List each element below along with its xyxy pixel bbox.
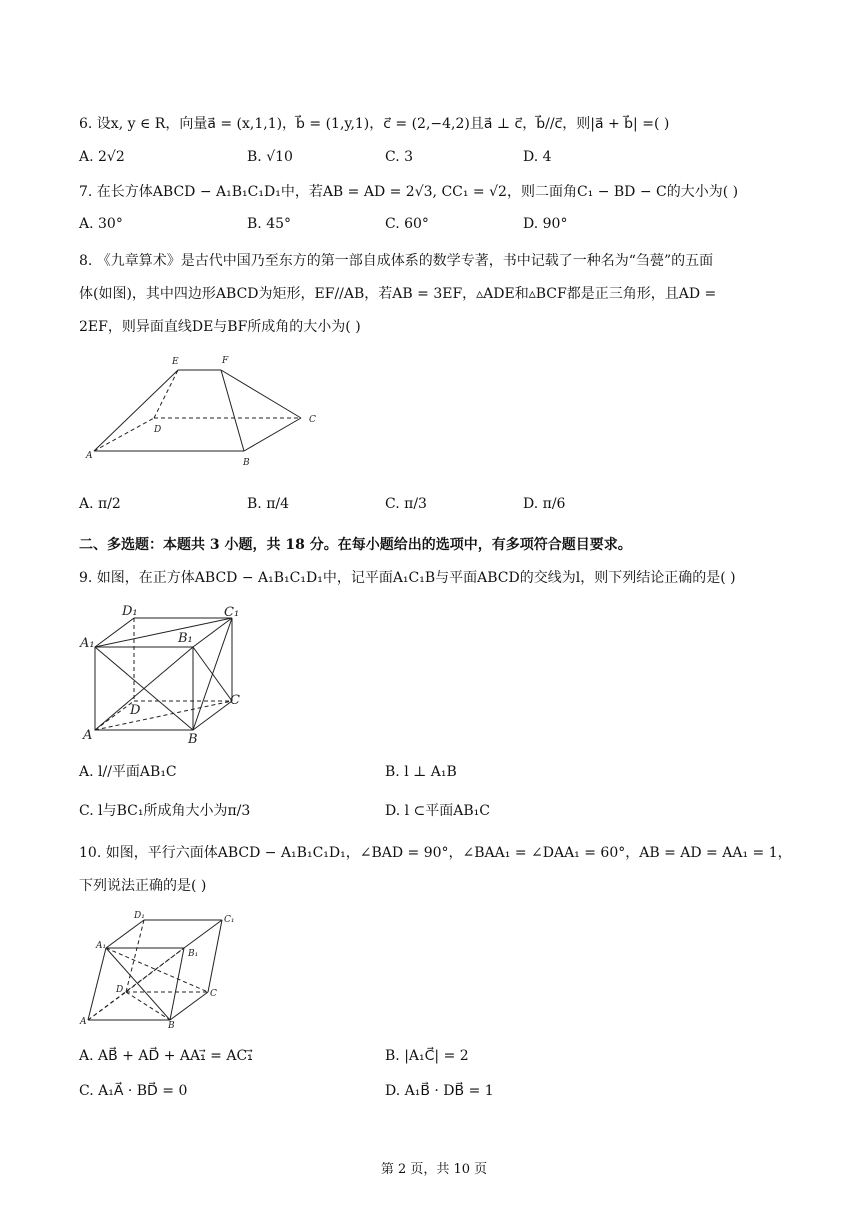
label-c1: C₁ [224, 915, 235, 925]
q6-option-a: A. 2√2 [79, 149, 125, 165]
edge-b1b [170, 948, 184, 1020]
label-a: A [83, 728, 93, 743]
label-d1: D₁ [122, 604, 138, 619]
edge-a1a [88, 948, 106, 1020]
label-b: B [243, 458, 250, 468]
q6-stem: 6. 设x, y ∈ R，向量a⃗ = (x,1,1)，b⃗ = (1,y,1)，c⃗ = (2,−4,2)且a⃗ ⊥ c⃗，b⃗//c⃗，则|a⃗ + b⃗| =( ) [79, 116, 670, 132]
label-d: D [154, 425, 162, 435]
q9-option-c: C. l与BC₁所成角大小为π/3 [79, 803, 251, 819]
q10-option-c: C. A₁A⃗ · BD⃗ = 0 [79, 1083, 188, 1099]
q8-stem-line2: 体(如图)，其中四边形ABCD为矩形，EF//AB，若AB = 3EF，▵ADE和▵BCF都是正三角形，且AD = [79, 286, 717, 302]
q8-option-d: D. π/6 [523, 496, 566, 512]
label-a1: A₁ [96, 941, 107, 951]
page-footer: 第 2 页，共 10 页 [380, 1162, 488, 1177]
label-d: D [130, 703, 141, 718]
q8-figure [84, 353, 324, 469]
diag-ab1 [88, 948, 184, 1020]
q8-stem-line3: 2EF，则异面直线DE与BF所成角的大小为( ) [79, 319, 361, 335]
q6-option-c: C. 3 [385, 149, 414, 165]
q8-stem-line1: 8. 《九章算术》是古代中国乃至东方的第一部自成体系的数学专著，书中记载了一种名为“刍甍”的五面 [79, 253, 714, 269]
label-a: A [86, 451, 93, 461]
label-b: B [188, 732, 198, 747]
q10-option-b: B. |A₁C⃗| = 2 [385, 1048, 469, 1064]
label-a1: A₁ [80, 636, 95, 651]
diag-db1 [126, 948, 184, 992]
q8-option-b: B. π/4 [247, 496, 290, 512]
q7-option-d: D. 90° [523, 216, 568, 232]
diag-b1c [193, 647, 232, 701]
q10-stem-line1: 10. 如图，平行六面体ABCD − A₁B₁C₁D₁，∠BAD = 90°，∠BAA₁ = ∠DAA₁ = 60°，AB = AD = AA₁ = 1， [79, 845, 792, 861]
q8-option-a: A. π/2 [79, 496, 121, 512]
label-f: F [222, 356, 229, 366]
q8-option-c: C. π/3 [385, 496, 427, 512]
q7-option-a: A. 30° [79, 216, 123, 232]
edge-ad [94, 418, 154, 451]
edge-b1c1 [184, 920, 222, 948]
q10-option-d: D. A₁B⃗ · DB⃗ = 1 [385, 1083, 494, 1099]
q9-option-b: B. l ⊥ A₁B [385, 764, 457, 780]
q9-stem: 9. 如图，在正方体ABCD − A₁B₁C₁D₁中，记平面A₁C₁B与平面ABCD的交线为l，则下列结论正确的是( ) [79, 570, 736, 586]
diag-db [126, 992, 170, 1020]
q6-option-d: D. 4 [523, 149, 552, 165]
diag-a1c1 [95, 618, 232, 647]
edge-bc [244, 418, 301, 451]
q6-option-b: B. √10 [247, 149, 293, 165]
edge-ad [95, 701, 134, 730]
label-a: A [80, 1017, 87, 1027]
edge-bc [170, 992, 208, 1020]
label-b1: B₁ [188, 949, 199, 959]
edge-c1c [208, 920, 222, 992]
diag-a1b [106, 948, 170, 1020]
label-c: C [210, 989, 217, 999]
q7-option-b: B. 45° [247, 216, 292, 232]
q9-option-a: A. l//平面AB₁C [79, 764, 177, 780]
q9-figure [78, 600, 248, 748]
q10-figure [78, 908, 238, 1030]
label-e: E [172, 357, 179, 367]
label-d1: D₁ [134, 911, 145, 921]
q7-stem: 7. 在长方体ABCD − A₁B₁C₁D₁中，若AB = AD = 2√3, CC₁ = √2，则二面角C₁ − BD − C的大小为( ) [79, 184, 739, 200]
q7-option-c: C. 60° [385, 216, 429, 232]
edge-ae [94, 370, 178, 451]
q10-stem-line2: 下列说法正确的是( ) [79, 878, 207, 894]
label-c1: C₁ [224, 605, 240, 620]
label-d: D [116, 985, 124, 995]
section-heading: 二、多选题：本题共 3 小题，共 18 分。在每小题给出的选项中，有多项符合题目要求。 [79, 537, 632, 553]
label-b: B [168, 1021, 175, 1030]
edge-de [154, 370, 178, 418]
label-c: C [230, 693, 240, 708]
label-b1: B₁ [178, 631, 193, 646]
q9-option-d: D. l ⊂平面AB₁C [385, 803, 491, 819]
label-c: C [309, 415, 316, 425]
q10-option-a: A. AB⃗ + AD⃗ + AA₁⃗ = AC₁⃗ [79, 1048, 253, 1064]
